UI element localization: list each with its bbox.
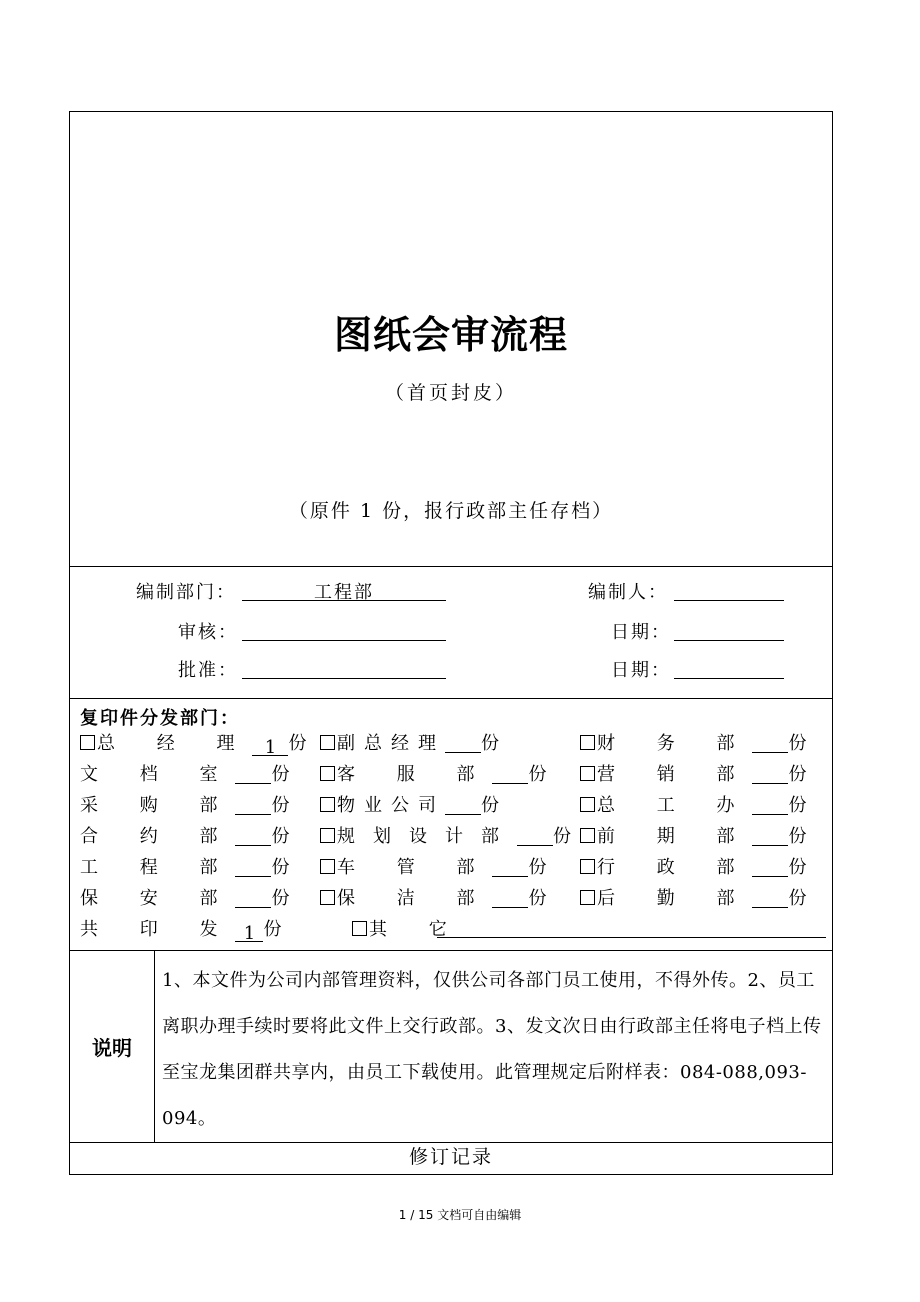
distribution-item-name: 前 期 部 — [597, 826, 753, 847]
distribution-item-name: 物业公司 — [337, 795, 445, 816]
checkbox-icon[interactable] — [580, 766, 595, 781]
review-field[interactable] — [242, 618, 446, 641]
unit-label: 份 — [271, 888, 290, 909]
distribution-item[interactable] — [320, 824, 571, 850]
unit-label: 份 — [788, 795, 807, 816]
checkbox-icon[interactable] — [580, 890, 595, 905]
distribution-item-name: 总 工 办 — [597, 795, 753, 816]
unit-label: 份 — [271, 795, 290, 816]
unit-label: 份 — [481, 733, 499, 754]
checkbox-icon[interactable] — [320, 766, 335, 781]
date-label-2: 日期： — [611, 660, 671, 681]
checkbox-icon[interactable] — [580, 828, 595, 843]
copy-count-field[interactable] — [235, 794, 271, 815]
copy-count-field[interactable] — [445, 794, 481, 815]
distribution-item[interactable] — [80, 855, 289, 881]
unit-label: 份 — [271, 764, 290, 785]
distribution-item[interactable] — [80, 886, 289, 912]
distribution-item[interactable] — [320, 793, 499, 819]
other-field[interactable] — [437, 937, 826, 938]
checkbox-icon[interactable] — [580, 797, 595, 812]
distribution-item-name: 保 洁 部 — [337, 888, 493, 909]
distribution-item-name: 规划设计部 — [337, 826, 517, 847]
revision-record: 修订记录 — [408, 1146, 493, 1168]
distribution-item[interactable] — [80, 824, 289, 850]
meta-section — [70, 566, 832, 699]
copy-count-field[interactable] — [235, 887, 271, 908]
total-label: 共 印 发 — [80, 919, 236, 940]
distribution-item[interactable] — [320, 855, 546, 881]
distribution-item-name: 总 经 理 — [97, 733, 253, 754]
copy-count-field[interactable] — [235, 825, 271, 846]
distribution-item[interactable] — [320, 886, 546, 912]
unit-label: 份 — [288, 733, 307, 754]
unit-label: 份 — [788, 764, 807, 785]
unit-label: 份 — [553, 826, 571, 847]
total-printed — [80, 917, 281, 943]
review-label: 审核： — [178, 622, 238, 643]
copy-count-field[interactable] — [752, 856, 788, 877]
distribution-item-name: 营 销 部 — [597, 764, 753, 785]
checkbox-icon[interactable] — [320, 828, 335, 843]
unit-label: 份 — [528, 888, 547, 909]
copy-count-field[interactable] — [492, 856, 528, 877]
approve-label: 批准： — [178, 660, 238, 681]
archive-note: （原件 1 份，报行政部主任存档） — [288, 500, 614, 522]
copy-count-field[interactable] — [517, 825, 553, 846]
distribution-item[interactable] — [80, 762, 289, 788]
copy-count-field[interactable] — [492, 763, 528, 784]
checkbox-icon[interactable] — [580, 859, 595, 874]
page-title: 图纸会审流程 — [333, 313, 568, 357]
distribution-item[interactable] — [580, 731, 806, 757]
checkbox-icon[interactable] — [580, 735, 595, 750]
cover-subtitle: （首页封皮） — [384, 382, 517, 404]
distribution-item-name: 采 购 部 — [80, 795, 236, 816]
author-field[interactable] — [674, 578, 784, 601]
unit-label: 份 — [788, 857, 807, 878]
distribution-item[interactable] — [320, 731, 499, 757]
checkbox-icon[interactable] — [320, 735, 335, 750]
unit-label: 份 — [788, 733, 807, 754]
copy-count-field[interactable] — [752, 763, 788, 784]
author-label: 编制人： — [588, 582, 668, 603]
unit-label: 份 — [481, 795, 499, 816]
distribution-item[interactable] — [80, 793, 289, 819]
unit-label: 份 — [528, 764, 547, 785]
distribution-section — [70, 698, 832, 951]
unit-label: 份 — [528, 857, 547, 878]
copy-count-field[interactable] — [235, 856, 271, 877]
distribution-item-name: 副总经理 — [337, 733, 445, 754]
copy-count-field[interactable]: 1 — [252, 735, 288, 756]
copy-count-field[interactable] — [752, 825, 788, 846]
approve-field[interactable] — [242, 656, 446, 679]
copy-count-field[interactable] — [752, 794, 788, 815]
explain-label: 说明 — [70, 950, 155, 1142]
distribution-item-name: 保 安 部 — [80, 888, 236, 909]
checkbox-icon[interactable] — [320, 890, 335, 905]
distribution-item-name: 客 服 部 — [337, 764, 493, 785]
document-frame — [69, 111, 833, 1175]
distribution-item[interactable] — [580, 793, 806, 819]
copy-count-field[interactable] — [235, 763, 271, 784]
cover-section — [70, 112, 832, 567]
distribution-item[interactable] — [580, 886, 806, 912]
checkbox-icon[interactable] — [320, 859, 335, 874]
copy-count-field[interactable] — [752, 887, 788, 908]
checkbox-icon[interactable] — [320, 797, 335, 812]
copy-count-field[interactable] — [752, 732, 788, 753]
date-field-1[interactable] — [674, 618, 784, 641]
date-field-2[interactable] — [674, 656, 784, 679]
explain-section — [70, 950, 832, 1143]
distribution-item-name: 车 管 部 — [337, 857, 493, 878]
date-label-1: 日期： — [611, 622, 671, 643]
total-count[interactable]: 1 — [235, 921, 263, 942]
other-label: 其 它 — [369, 919, 465, 940]
distribution-heading: 复印件分发部门： — [80, 708, 240, 729]
distribution-item-name: 合 约 部 — [80, 826, 236, 847]
unit-label: 份 — [788, 888, 807, 909]
unit-label: 份 — [788, 826, 807, 847]
page-footer: 1 / 15 文档可自由编辑 — [398, 1208, 522, 1222]
distribution-item-name: 工 程 部 — [80, 857, 236, 878]
explain-text: 1、本文件为公司内部管理资料，仅供公司各部门员工使用，不得外传。2、员工离职办理手续时要将此文件上交行政部。3、发文次日由行政部主任将电子档上传至宝龙集团群共享内，由员工下载使用。此管理规定后附样表：084-088,093-094。 — [162, 970, 822, 1129]
unit-label: 份 — [263, 919, 282, 940]
distribution-item-name: 财 务 部 — [597, 733, 753, 754]
copy-count-field[interactable] — [445, 732, 481, 753]
distribution-item-name: 行 政 部 — [597, 857, 753, 878]
distribution-item-name: 文 档 室 — [80, 764, 236, 785]
distribution-item[interactable] — [580, 762, 806, 788]
unit-label: 份 — [271, 857, 290, 878]
distribution-item-name: 后 勤 部 — [597, 888, 753, 909]
dept-label: 编制部门： — [136, 582, 236, 603]
dept-field[interactable]: 工程部 — [242, 578, 446, 601]
unit-label: 份 — [271, 826, 290, 847]
other-option[interactable] — [352, 917, 465, 943]
distribution-item[interactable] — [320, 762, 546, 788]
distribution-item[interactable] — [580, 855, 806, 881]
copy-count-field[interactable] — [492, 887, 528, 908]
distribution-item[interactable] — [580, 824, 806, 850]
checkbox-icon[interactable] — [352, 921, 367, 936]
distribution-item[interactable] — [80, 731, 306, 757]
checkbox-icon[interactable] — [80, 735, 95, 750]
